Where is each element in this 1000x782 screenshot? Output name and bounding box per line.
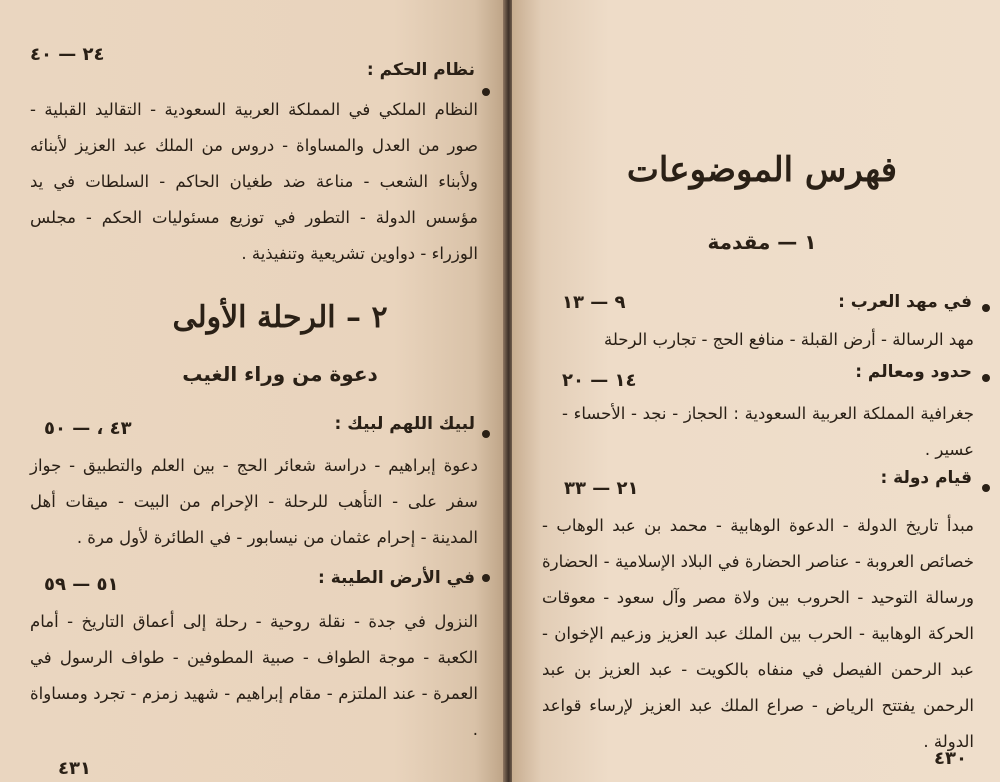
section-heading: حدود ومعالم : — [855, 362, 972, 382]
bullet-icon — [482, 430, 490, 438]
bullet-icon — [482, 574, 490, 582]
section-body: النظام الملكي في المملكة العربية السعودية - التقاليد القبلية - صور من العدل والمساواة - دروس من الملك عبد العزيز لأبنائه ولأبناء الشعب - مناعة ضد طغيان الحاكم - السلطات في يد مؤسس الدولة - التطور في توزيع مسئوليات الحكم - مجلس الوزراء - دواوين تشريعية وتنفيذية . — [30, 100, 478, 263]
page-number: ٤٣١ — [58, 758, 91, 779]
page-range: ٢٤ — ٤٠ — [30, 44, 105, 65]
page-range: ٢١ — ٣٣ — [564, 478, 639, 499]
section-heading: في مهد العرب : — [838, 292, 972, 312]
bullet-icon — [982, 304, 990, 312]
section-body: مبدأ تاريخ الدولة - الدعوة الوهابية - محمد بن عبد الوهاب - خصائص العروبة - عناصر الحضارة في البلاد الإسلامية - الحضارة ورسالة التوحيد - الحروب بين ولاة مصر وآل سعود - معوقات الحركة الوهابية - الحرب بين الملك عبد العزيز وزعيم الإخوان - عبد الرحمن الفيصل في منفاه بالكويت - عبد العزيز بن عبد الرحمن يفتتح الرياض - صراع الملك عبد العزيز لإرساء قواعد الدولة . — [542, 516, 974, 751]
bullet-icon — [982, 374, 990, 382]
section-body: دعوة إبراهيم - دراسة شعائر الحج - بين العلم والتطبيق - جواز سفر على - التأهب للرحلة - الإحرام من البيت - ميقات أهل المدينة - إحرام عثمان من نيسابور - في الطائرة لأول مرة . — [30, 456, 478, 547]
page-title: فهرس الموضوعات — [626, 150, 898, 190]
chapter-title: ١ — مقدمة — [707, 230, 817, 254]
right-page — [512, 0, 1000, 782]
bullet-icon — [482, 88, 490, 96]
section-body: النزول في جدة - نقلة روحية - رحلة إلى أعماق التاريخ - أمام الكعبة - موجة الطواف - صبية المطوفين - طواف الرسول في العمرة - عند الملتزم - مقام إبراهيم - شهيد زمزم - تجرد ومساواة . — [30, 612, 478, 739]
section-heading: في الأرض الطيبة : — [318, 568, 475, 588]
bullet-icon — [982, 484, 990, 492]
page-number: ٤٣٠ — [934, 748, 967, 769]
chapter-subtitle: دعوة من وراء الغيب — [182, 362, 378, 386]
section-body: جغرافية المملكة العربية السعودية : الحجاز - نجد - الأحساء - عسير . — [562, 404, 974, 459]
page-range: ٤٣ ، — ٥٠ — [44, 418, 132, 439]
section-heading: قيام دولة : — [880, 468, 972, 488]
section-heading: لبيك اللهم لبيك : — [334, 414, 475, 434]
page-range: ٩ — ١٣ — [562, 292, 626, 313]
section-heading: نظام الحكم : — [366, 60, 475, 80]
chapter-title: ٢ – الرحلة الأولى — [172, 300, 388, 335]
section-body: مهد الرسالة - أرض القبلة - منافع الحج - تجارب الرحلة — [603, 330, 974, 349]
page-range: ٥١ — ٥٩ — [44, 574, 119, 595]
page-range: ١٤ — ٢٠ — [562, 370, 637, 391]
